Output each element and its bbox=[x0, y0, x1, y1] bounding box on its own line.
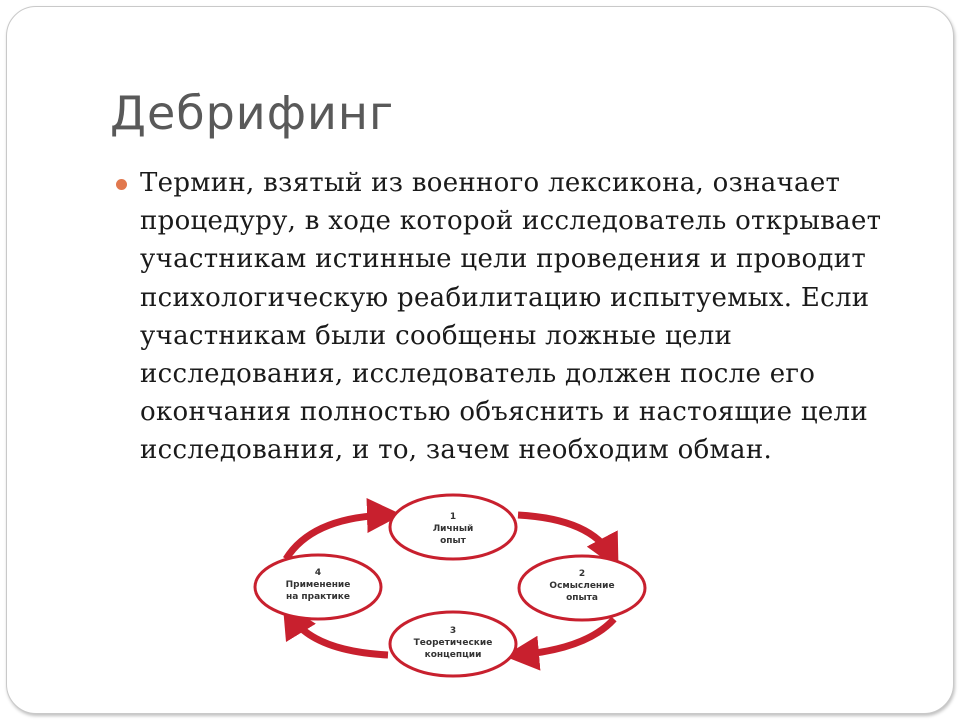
cycle-arrow-4-to-1 bbox=[286, 515, 388, 559]
bullet-icon bbox=[116, 179, 127, 190]
body-line: Термин, взятый из военного лексикона, означает bbox=[140, 168, 841, 198]
node-label-line: опыт bbox=[440, 536, 466, 546]
body-line: процедуру, в ходе которой исследователь открывает bbox=[140, 206, 882, 237]
learning-cycle-diagram bbox=[242, 487, 662, 687]
node-number: 3 bbox=[449, 626, 457, 636]
node-label-line: Осмысление bbox=[549, 581, 615, 591]
body-line: участникам были сообщены ложные цели bbox=[140, 320, 733, 351]
node-label-line: Личный bbox=[432, 524, 474, 534]
slide-title: Дебрифинг bbox=[110, 86, 395, 140]
body-line: исследования, исследователь должен после его bbox=[140, 359, 816, 390]
body-line: исследования, и то, зачем необходим обман. bbox=[140, 435, 773, 466]
node-label-line: концепции bbox=[424, 650, 482, 660]
cycle-node-personal-experience bbox=[390, 495, 516, 559]
cycle-arrow-2-to-3 bbox=[518, 619, 614, 655]
body-line: участникам истинные цели проведения и проводит bbox=[140, 244, 867, 275]
cycle-node-reflection bbox=[519, 556, 645, 620]
body-line: окончания полностью объяснить и настоящие цели bbox=[140, 397, 868, 428]
node-number: 1 bbox=[449, 512, 457, 522]
node-label-line: Теоретические bbox=[413, 638, 493, 648]
slide-body-text bbox=[140, 164, 930, 470]
node-label-line: на практике bbox=[285, 592, 351, 602]
cycle-arrow-3-to-4 bbox=[290, 615, 388, 655]
node-label-line: Применение bbox=[285, 580, 351, 590]
slide-frame bbox=[6, 6, 954, 714]
node-number: 4 bbox=[314, 568, 322, 578]
body-line: психологическую реабилитацию испытуемых. Если bbox=[140, 282, 870, 313]
cycle-node-practical-application bbox=[255, 555, 381, 619]
cycle-node-theoretical-concepts bbox=[390, 612, 516, 676]
node-number: 2 bbox=[578, 569, 586, 579]
cycle-arrow-1-to-2 bbox=[518, 515, 612, 557]
node-label-line: опыта bbox=[566, 593, 598, 603]
